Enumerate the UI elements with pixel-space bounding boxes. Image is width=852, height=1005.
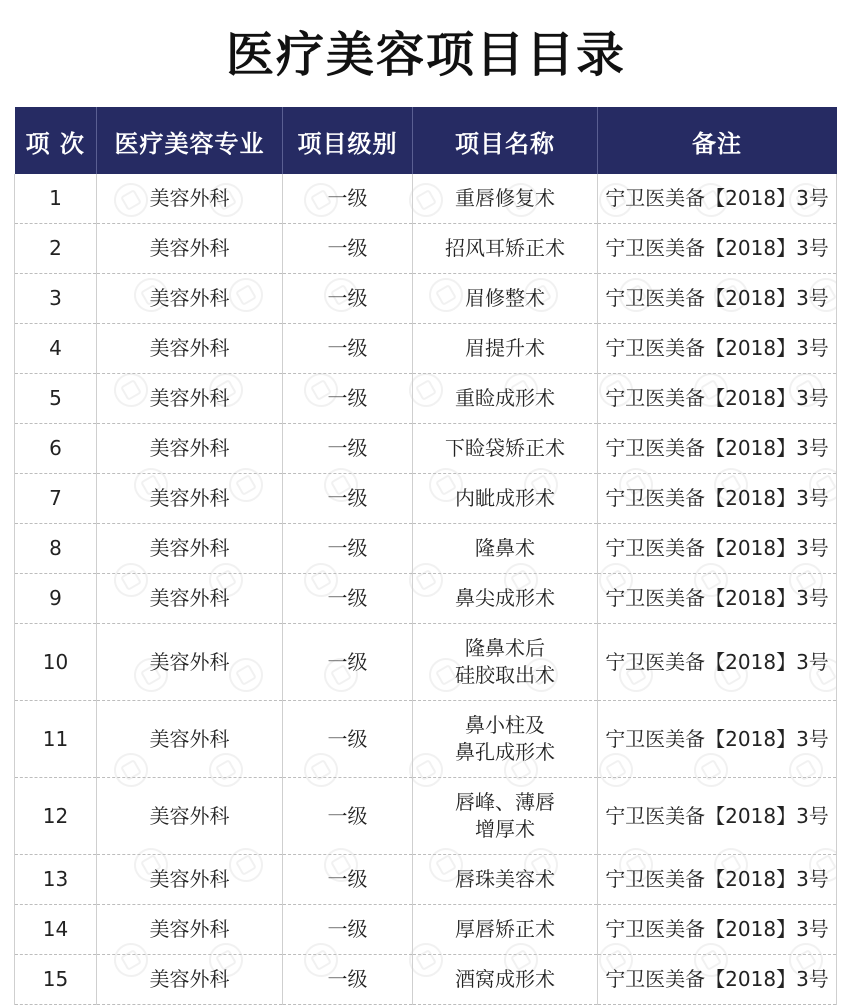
cell-project-name xyxy=(413,474,598,524)
table-row xyxy=(15,855,837,905)
cell-level: 一级 xyxy=(283,701,413,778)
project-name-line: 招风耳矫正术 xyxy=(445,236,565,260)
cell-specialty: 美容外科 xyxy=(97,374,283,424)
table-row xyxy=(15,374,837,424)
project-name-line: 重唇修复术 xyxy=(455,186,555,210)
table-row xyxy=(15,224,837,274)
cell-project-name xyxy=(413,574,598,624)
cell-project-name xyxy=(413,374,598,424)
cell-project-name xyxy=(413,955,598,1005)
cell-specialty: 美容外科 xyxy=(97,324,283,374)
cell-specialty: 美容外科 xyxy=(97,274,283,324)
cell-note: 宁卫医美备【2018】3号 xyxy=(598,524,837,574)
cell-note: 宁卫医美备【2018】3号 xyxy=(598,905,837,955)
cell-specialty: 美容外科 xyxy=(97,224,283,274)
cell-specialty: 美容外科 xyxy=(97,574,283,624)
cell-level: 一级 xyxy=(283,624,413,701)
project-name-line: 隆鼻术 xyxy=(475,536,535,560)
cell-number: 11 xyxy=(15,701,97,778)
cell-specialty: 美容外科 xyxy=(97,855,283,905)
project-name-line: 重睑成形术 xyxy=(455,386,555,410)
project-name-line: 眉修整术 xyxy=(465,286,545,310)
table-row xyxy=(15,424,837,474)
cell-level: 一级 xyxy=(283,274,413,324)
project-name-line: 硅胶取出术 xyxy=(455,663,555,687)
cell-project-name xyxy=(413,174,598,224)
cell-level: 一级 xyxy=(283,855,413,905)
column-header-specialty: 医疗美容专业 xyxy=(97,108,283,175)
column-header-project-name: 项目名称 xyxy=(413,108,598,175)
cell-project-name xyxy=(413,524,598,574)
table-header-row xyxy=(15,108,837,175)
cell-note: 宁卫医美备【2018】3号 xyxy=(598,955,837,1005)
cell-note: 宁卫医美备【2018】3号 xyxy=(598,324,837,374)
column-header-note: 备注 xyxy=(598,108,837,175)
project-name-line: 眉提升术 xyxy=(465,336,545,360)
cell-level: 一级 xyxy=(283,174,413,224)
table-row xyxy=(15,524,837,574)
cell-specialty: 美容外科 xyxy=(97,905,283,955)
cell-project-name xyxy=(413,324,598,374)
cell-project-name xyxy=(413,224,598,274)
cell-specialty: 美容外科 xyxy=(97,474,283,524)
table-row xyxy=(15,624,837,701)
cell-number: 8 xyxy=(15,524,97,574)
cell-number: 4 xyxy=(15,324,97,374)
table-row xyxy=(15,324,837,374)
table-row xyxy=(15,701,837,778)
cell-level: 一级 xyxy=(283,574,413,624)
table-row xyxy=(15,905,837,955)
cell-note: 宁卫医美备【2018】3号 xyxy=(598,274,837,324)
project-name-line: 隆鼻术后 xyxy=(465,636,545,660)
cell-note: 宁卫医美备【2018】3号 xyxy=(598,701,837,778)
project-name-line: 增厚术 xyxy=(475,817,535,841)
cell-number: 15 xyxy=(15,955,97,1005)
cell-specialty: 美容外科 xyxy=(97,624,283,701)
cell-number: 2 xyxy=(15,224,97,274)
project-name-line: 内眦成形术 xyxy=(455,486,555,510)
cell-note: 宁卫医美备【2018】3号 xyxy=(598,778,837,855)
cell-specialty: 美容外科 xyxy=(97,174,283,224)
table-row xyxy=(15,174,837,224)
project-name-line: 唇峰、薄唇 xyxy=(455,790,555,814)
table-row xyxy=(15,955,837,1005)
cell-project-name xyxy=(413,274,598,324)
cell-number: 6 xyxy=(15,424,97,474)
cell-specialty: 美容外科 xyxy=(97,778,283,855)
cell-level: 一级 xyxy=(283,955,413,1005)
table-row xyxy=(15,778,837,855)
cell-specialty: 美容外科 xyxy=(97,701,283,778)
cell-specialty: 美容外科 xyxy=(97,955,283,1005)
cell-note: 宁卫医美备【2018】3号 xyxy=(598,624,837,701)
project-name-line: 下睑袋矫正术 xyxy=(445,436,565,460)
cell-number: 13 xyxy=(15,855,97,905)
cell-number: 14 xyxy=(15,905,97,955)
project-name-line: 厚唇矫正术 xyxy=(455,917,555,941)
table-row xyxy=(15,574,837,624)
cell-number: 1 xyxy=(15,174,97,224)
cell-project-name xyxy=(413,701,598,778)
cell-specialty: 美容外科 xyxy=(97,424,283,474)
cell-note: 宁卫医美备【2018】3号 xyxy=(598,224,837,274)
cell-number: 9 xyxy=(15,574,97,624)
cell-level: 一级 xyxy=(283,524,413,574)
cell-level: 一级 xyxy=(283,474,413,524)
project-name-line: 唇珠美容术 xyxy=(455,867,555,891)
page-title: 医疗美容项目目录 xyxy=(225,27,626,83)
cell-number: 12 xyxy=(15,778,97,855)
cell-project-name xyxy=(413,624,598,701)
cell-note: 宁卫医美备【2018】3号 xyxy=(598,474,837,524)
project-name-line: 鼻孔成形术 xyxy=(455,740,555,764)
table-row xyxy=(15,274,837,324)
cell-number: 3 xyxy=(15,274,97,324)
cell-level: 一级 xyxy=(283,324,413,374)
cell-level: 一级 xyxy=(283,424,413,474)
cell-project-name xyxy=(413,855,598,905)
cell-specialty: 美容外科 xyxy=(97,524,283,574)
table-body xyxy=(15,174,837,1005)
cell-note: 宁卫医美备【2018】3号 xyxy=(598,574,837,624)
cell-number: 10 xyxy=(15,624,97,701)
cell-level: 一级 xyxy=(283,224,413,274)
cell-number: 7 xyxy=(15,474,97,524)
project-name-line: 鼻小柱及 xyxy=(465,713,545,737)
table-row xyxy=(15,474,837,524)
cell-project-name xyxy=(413,424,598,474)
column-header-level: 项目级别 xyxy=(283,108,413,175)
cell-level: 一级 xyxy=(283,778,413,855)
cell-note: 宁卫医美备【2018】3号 xyxy=(598,174,837,224)
cell-note: 宁卫医美备【2018】3号 xyxy=(598,424,837,474)
project-catalog-table xyxy=(14,107,837,1005)
project-name-line: 鼻尖成形术 xyxy=(455,586,555,610)
cell-number: 5 xyxy=(15,374,97,424)
cell-level: 一级 xyxy=(283,374,413,424)
cell-project-name xyxy=(413,778,598,855)
column-header-number: 项 次 xyxy=(15,108,97,175)
cell-note: 宁卫医美备【2018】3号 xyxy=(598,855,837,905)
cell-project-name xyxy=(413,905,598,955)
cell-level: 一级 xyxy=(283,905,413,955)
project-name-line: 酒窝成形术 xyxy=(455,967,555,991)
cell-note: 宁卫医美备【2018】3号 xyxy=(598,374,837,424)
